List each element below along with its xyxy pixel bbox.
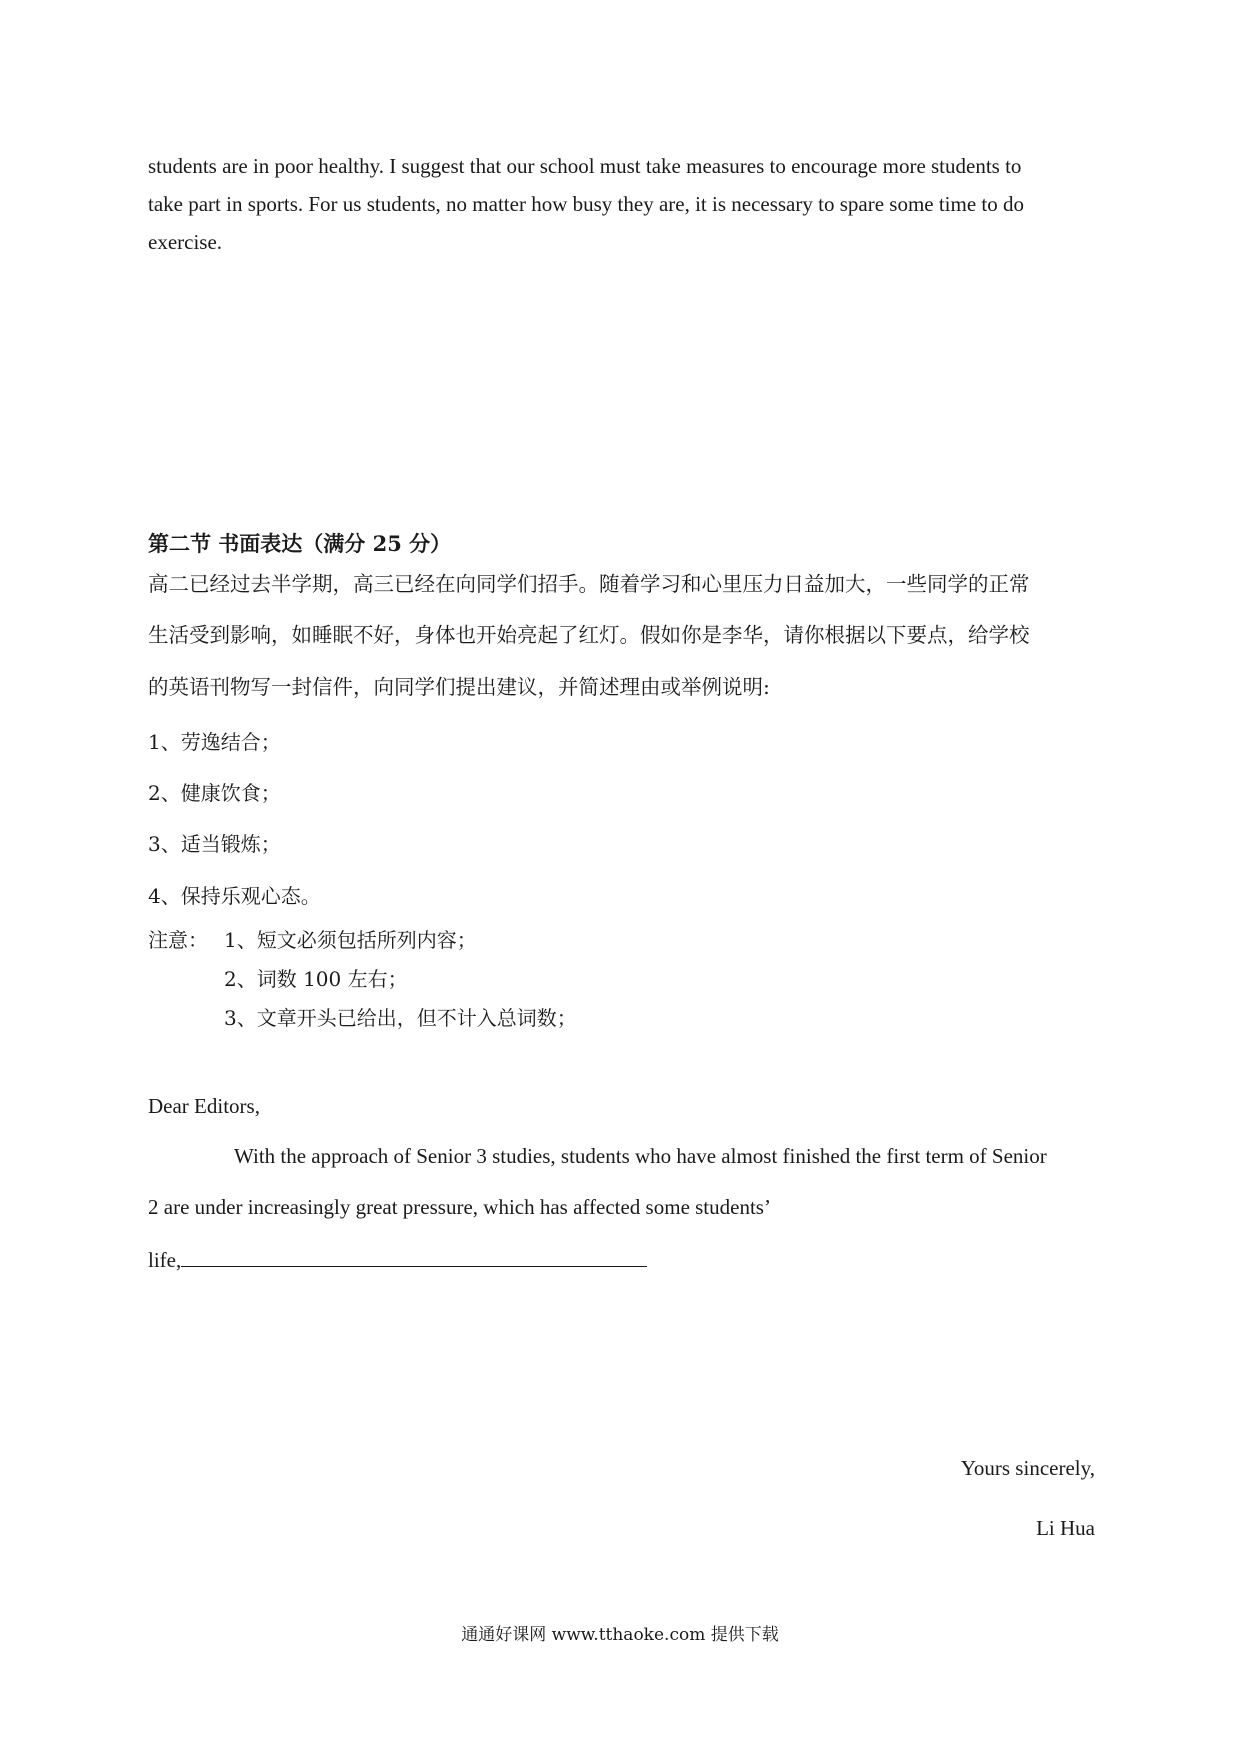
answer-blank-line[interactable]: [181, 1246, 647, 1267]
previous-answer-line-3: exercise.: [148, 230, 223, 254]
instructions-line-1: 高二已经过去半学期，高三已经在向同学们招手。随着学习和心里压力日益加大，一些同学的正常: [148, 572, 1030, 596]
letter-body-line-2: 2 are under increasingly great pressure, which has affected some students’: [148, 1195, 771, 1219]
previous-answer-line-2: take part in sports. For us students, no matter how busy they are, it is necessary to spare some time to do: [148, 192, 1025, 216]
point-item-3: 3、适当锻炼；: [148, 832, 281, 856]
note-item-1: 1、短文必须包括所列内容；: [224, 928, 477, 952]
point-item-1: 1、劳逸结合；: [148, 730, 281, 754]
letter-closing: Yours sincerely,: [960, 1456, 1095, 1480]
section-heading: 第二节 书面表达（满分 25 分）: [148, 531, 452, 556]
letter-body-line-1: With the approach of Senior 3 studies, students who have almost finished the first term of Senior: [234, 1144, 1047, 1168]
point-item-4: 4、保持乐观心态。: [148, 884, 321, 908]
page-footer: 通通好课网 www.tthaoke.com 提供下载: [461, 1625, 779, 1645]
point-item-2: 2、健康饮食；: [148, 781, 281, 805]
letter-body-prefix: life,: [148, 1248, 182, 1272]
letter-signature: Li Hua: [1036, 1516, 1095, 1540]
previous-answer-line-1: students are in poor healthy. I suggest that our school must take measures to encourage more students to: [148, 154, 1022, 178]
letter-greeting: Dear Editors,: [148, 1094, 260, 1118]
instructions-line-2: 生活受到影响，如睡眠不好，身体也开始亮起了红灯。假如你是李华，请你根据以下要点，给学校: [148, 623, 1030, 647]
note-label: 注意：: [148, 928, 208, 952]
letter-body-line-3: [148, 1246, 647, 1273]
note-item-3: 3、文章开头已给出，但不计入总词数；: [224, 1006, 577, 1030]
instructions-line-3: 的英语刊物写一封信件，向同学们提出建议，并简述理由或举例说明:: [148, 675, 770, 699]
note-item-2: 2、词数 100 左右；: [224, 967, 408, 991]
